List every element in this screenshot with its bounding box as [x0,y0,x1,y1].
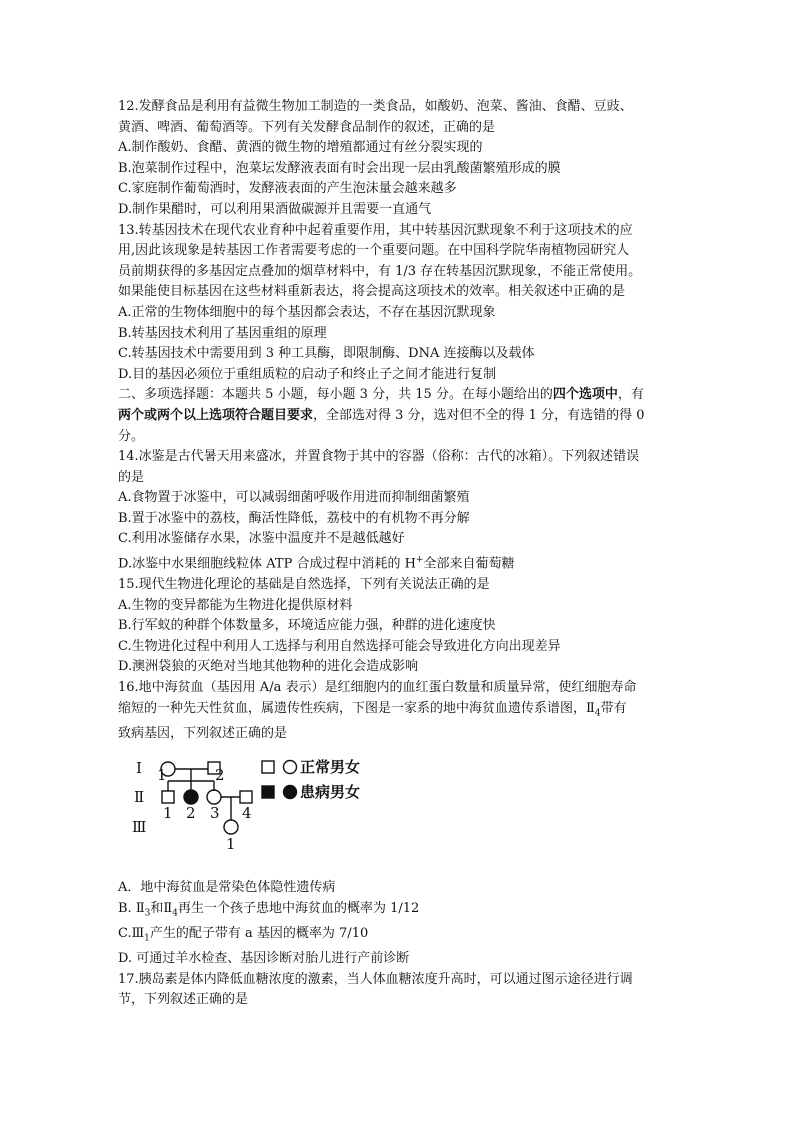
q16-option-b [118,899,688,924]
q16-option-b-sub: 3 [144,908,151,919]
q15-option-b: B.行军蚁的种群个体数量多，环境适应能力强，种群的进化速度快 [118,618,496,634]
q14-option-d-text: 全部来自葡萄糖 [423,556,515,572]
q15-option-a: A.生物的变异都能为生物进化提供原材料 [118,597,353,613]
legend-normal-label: 正常男女 [300,758,361,777]
q14-option-d [118,550,688,575]
q12-stem-line1: 12.发酵食品是利用有益微生物加工制造的一类食品，如酸奶、泡菜、酱油、食醋、豆豉、 [118,99,633,114]
q16-option-d: D. 可通过羊水检查、基因诊断对胎儿进行产前诊断 [118,951,410,967]
pedigree-number: 3 [210,804,220,823]
q14-option-a: A.食物置于冰鉴中，可以减弱细菌呼吸作用进而抑制细菌繁殖 [118,490,470,506]
q16-option-b-text: 和Ⅱ [150,900,173,916]
exam-page [118,97,688,1011]
section2-emphasis: 四个选项中 [552,387,618,403]
generation-label-iii: Ⅲ [132,818,147,837]
pedigree-number: 4 [242,804,252,823]
q13-stem-line3: 员前期获得的多基因定点叠加的烟草材料中，有 1/3 存在转基因沉默现象，不能正常使用。 [118,263,642,279]
q16-stem-text: 带有 [600,700,627,716]
pedigree-number: 1 [226,835,236,854]
q12-option-d: D.制作果醋时，可以利用果酒做碳源并且需要一直通气 [118,201,432,217]
q14-stem-line1: 14.冰鉴是古代暑天用来盛冰，并置食物于其中的容器（俗称：古代的冰箱）。下列叙述错误 [118,449,640,465]
q13-stem-line2: 用,因此该现象是转基因工作者需要考虑的一个重要问题。在中国科学院华南植物园研究人 [118,243,630,259]
generation-label-i: Ⅰ [136,759,142,778]
generation-label-ii: Ⅱ [134,788,145,807]
section2-text: 二、多项选择题：本题共 5 小题，每小题 3 分，共 15 分。在每小题给出的 [118,387,553,403]
section2-instructions-line3: 分。 [118,428,145,444]
legend-affected-female [284,786,297,799]
q16-stem-sub: 4 [594,708,601,719]
q14-option-c: C.利用冰鉴储存水果，冰鉴中温度并不是越低越好 [118,531,405,547]
q12-stem-line2: 黄酒、啤酒、葡萄酒等。下列有关发酵食品制作的叙述，正确的是 [118,119,496,135]
section2-emphasis: 两个或两个以上选项符合题目要求 [118,407,314,423]
q16-stem-text: 缩短的一种先天性贫血，属遗传性疾病，下图是一家系的地中海贫血遗传系谱图，Ⅱ [118,700,595,716]
q16-option-b-sub: 4 [172,908,178,919]
section2-instructions-line2 [118,406,688,427]
pedigree-number: 2 [215,766,225,785]
section2-text: ，全部选对得 3 分，选对但不全的得 1 分，有选错的得 0 [313,407,645,423]
q17-stem-line1: 17.胰岛素是体内降低血糖浓度的激素，当人体血糖浓度升高时，可以通过图示途径进行调 [118,971,633,987]
q13-stem-line1: 13.转基因技术在现代农业育种中起着重要作用，其中转基因沉默现象不利于这项技术的应 [118,222,633,238]
legend-normal-female [284,761,297,774]
pedigree-iii1-female [224,820,238,834]
q16-option-c [118,924,688,949]
q12-option-a: A.制作酸奶、食醋、黄酒的微生物的增殖都通过有丝分裂实现的 [118,140,483,156]
q12-option-b: B.泡菜制作过程中，泡菜坛发酵液表面有时会出现一层由乳酸菌繁殖形成的膜 [118,160,561,176]
q13-stem-line4: 如果能使目标基因在这些材料重新表达，将会提高这项技术的效率。相关叙述中正确的是 [118,284,626,300]
q16-stem-line1: 16.地中海贫血（基因用 A/a 表示）是红细胞内的血红蛋白数量和质量异常，使红细胞寿命 [118,679,637,695]
q16-option-c-text: 产生的配子带有 a 基因的概率为 7/10 [149,926,369,942]
pedigree-svg [118,748,688,876]
section2-instructions-line1 [118,385,688,406]
q16-option-a: A．地中海贫血是常染色体隐性遗传病 [118,880,336,896]
q15-option-c: C.生物进化过程中利用人工选择与利用自然选择可能会导致进化方向出现差异 [118,638,561,654]
pedigree-number: 1 [157,766,167,785]
legend-normal-male [262,761,274,773]
q13-option-a: A.正常的生物体细胞中的每个基因都会表达，不存在基因沉默现象 [118,304,496,320]
legend-affected-male [262,786,274,798]
pedigree-number: 1 [163,804,173,823]
pedigree-diagram [118,748,688,876]
q16-option-b-text: B. Ⅱ [118,900,145,916]
q15-stem: 15.现代生物进化理论的基础是自然选择，下列有关说法正确的是 [118,576,490,592]
legend-affected-label: 患病男女 [300,783,361,802]
q14-stem-line2: 的是 [118,469,145,485]
q14-option-b: B.置于冰鉴中的荔枝，酶活性降低，荔枝中的有机物不再分解 [118,510,470,526]
q16-stem-line2 [118,699,688,724]
q17-stem-line2: 节，下列叙述正确的是 [118,992,249,1008]
q16-option-b-text: 再生一个孩子患地中海贫血的概率为 1/12 [177,900,420,916]
q16-option-c-sub: 1 [144,933,150,944]
q14-option-d-sup: + [415,555,424,566]
q16-stem-line3: 致病基因，下列叙述正确的是 [118,725,288,741]
pedigree-ii3-female [207,790,221,804]
q14-option-d-text: D.冰鉴中水果细胞线粒体 ATP 合成过程中消耗的 H [118,556,416,572]
q13-option-d: D.目的基因必须位于重组质粒的启动子和终止子之间才能进行复制 [118,366,497,382]
section2-text: ，有 [617,387,644,403]
q13-option-c: C.转基因技术中需要用到 3 种工具酶，即限制酶、DNA 连接酶以及载体 [118,346,535,362]
pedigree-ii2-affected-female [184,790,198,804]
q12-option-c: C.家庭制作葡萄酒时，发酵液表面的产生泡沫量会越来越多 [118,181,457,197]
q15-option-d: D.澳洲袋狼的灭绝对当地其他物种的进化会造成影响 [118,659,419,675]
pedigree-ii4-male [240,791,252,803]
q13-option-b: B.转基因技术利用了基因重组的原理 [118,325,327,341]
pedigree-ii1-male [162,791,174,803]
pedigree-number: 2 [186,804,196,823]
q16-option-c-text: C.Ⅲ [118,926,145,942]
